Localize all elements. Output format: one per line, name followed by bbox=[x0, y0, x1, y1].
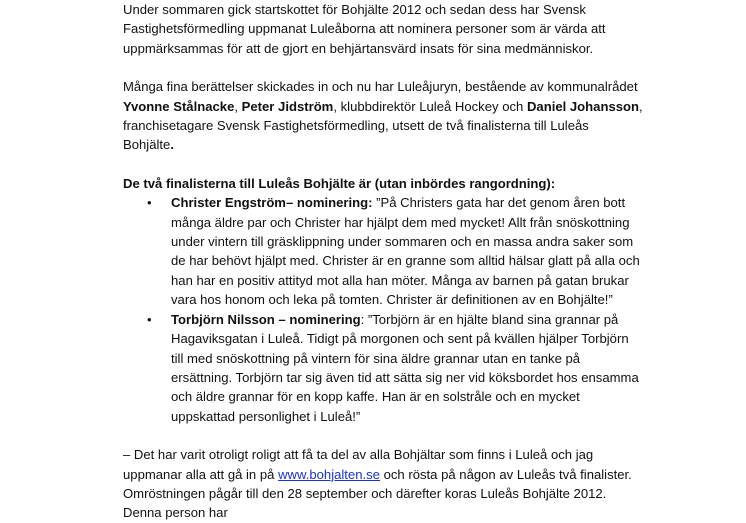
jury-end-period: . bbox=[170, 137, 174, 153]
bullet-icon: • bbox=[147, 195, 152, 211]
finalist-nomination-text: ”På Christers gata har det genom åren bott många äldre par och Christer har hjälpt dem med mycket! Allt från snöskottning under vintern till gräsklippning under sommaren och en massa andra saker som de har behövt hjälpt med. Christer är en granne som alltid hälsar glatt på alla och han har en positiv attityd mot alla han möter. Många av barnen på gatan brukar vara hos honom och leka på tomten. Christer är definitionen av en Bohjälte!” bbox=[171, 195, 640, 308]
finalist-name: Torbjörn Nilsson – nominering bbox=[171, 311, 361, 327]
jury-paragraph bbox=[123, 77, 643, 155]
closing-text-before-link: – Det har varit otroligt roligt att få ta del av alla Bohjältar som finns i Luleå och jag uppmanar alla att gå in på bbox=[123, 447, 594, 482]
finalists-heading: De två finalisterna till Luleås Bohjälte är (utan inbördes rangordning): bbox=[123, 175, 556, 191]
jury-member-3: Daniel Johansson bbox=[526, 98, 640, 114]
document-body bbox=[123, 0, 643, 523]
finalist-nomination-text: : ”Torbjörn är en hjälte bland sina grannar på Hagaviksgatan i Luleå. Tidigt på morgonen och sent på kvällen hjälper Torbjörn till med snöskottning på vintern för sina äldre grannar utan en tanke på ersättning. Torbjörn tar sig även tid att sätta sig ner vid köksbordet hos ensamma och äldre grannar för en kopp kaffe. Han är en solstråle och en mycket uppskattad personlighet i Luleå!” bbox=[171, 311, 639, 424]
intro-paragraph: Under sommaren gick startskottet för Bohjälte 2012 och sedan dess har Svensk Fastighetsförmedling uppmanat Luleåborna att nominera personer som är värda att uppmärksammas för att de gjort en behjärtansvärd insats för sina medmänniskor. bbox=[123, 2, 606, 56]
closing-paragraph bbox=[123, 445, 643, 523]
jury-outro-text: , franchisetagare Svensk Fastighetsförmedling, utsett de två finalisterna till Luleås Bohjälte bbox=[123, 98, 643, 153]
finalist-item bbox=[123, 310, 643, 426]
jury-mid-text: , klubbdirektör Luleå Hockey och bbox=[333, 98, 527, 114]
jury-intro-text: Många fina berättelser skickades in och nu har Luleåjuryn, bestående av kommunalrådet bbox=[123, 79, 638, 95]
bohjalten-link[interactable]: www.bohjalten.se bbox=[278, 466, 380, 482]
finalist-name: Christer Engström– nominering: bbox=[171, 195, 373, 211]
closing-text-after-link: och rösta på någon av Luleås två finalister. Omröstningen pågår till den 28 september och därefter koras Luleås Bohjälte 2012. Denna person har bbox=[123, 466, 632, 521]
finalist-item bbox=[123, 193, 643, 309]
jury-member-2: Peter Jidström bbox=[241, 98, 334, 114]
jury-member-1: Yvonne Stålnacke bbox=[123, 98, 235, 114]
bullet-icon: • bbox=[147, 311, 152, 327]
finalists-list bbox=[123, 193, 643, 426]
jury-separator: , bbox=[234, 98, 242, 114]
